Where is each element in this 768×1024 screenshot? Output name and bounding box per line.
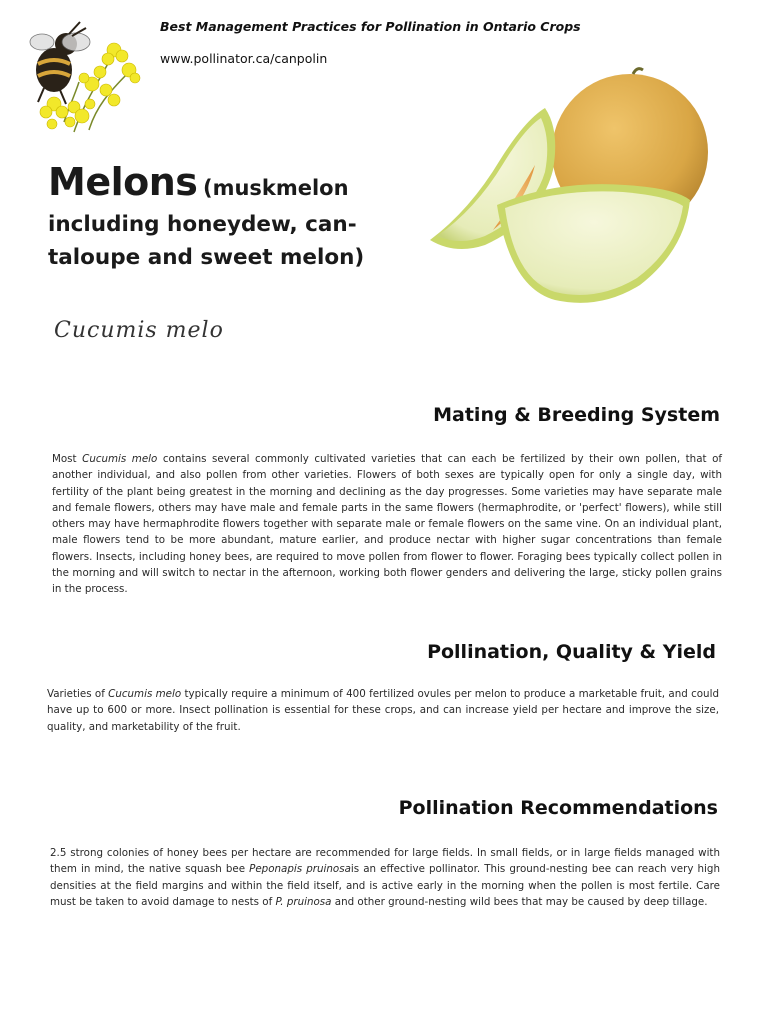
melon-photo <box>385 60 720 330</box>
scientific-name: Cucumis melo <box>54 318 224 343</box>
heading-mating-breeding: Mating & Breeding System <box>433 404 720 426</box>
title-sub-line3: taloupe and sweet melon) <box>48 245 365 270</box>
paragraph-pollination: Varieties of Cucumis melo typically require a minimum of 400 fertilized ovules per melon to produce a marketable fruit, and could have up to 600 or more. Insect pollination is essential for these crops, and can increase yield per hectare and improve the size, quality, and marketability of the fruit. <box>47 688 719 733</box>
heading-pollination-recommendations: Pollination Recommendations <box>398 797 718 819</box>
title-sub-line1: (muskmelon <box>202 176 349 200</box>
header-title: Best Management Practices for Pollination in Ontario Crops <box>160 19 581 34</box>
paragraph-recommendations: 2.5 strong colonies of honey bees per hectare are recommended for large fields. In small fields, or in large fields managed with them in mind, the native squash bee Peponapis pruinosais an effective pollinator. This ground-nesting bee can reach very high densities at the field margins and within the field itself, and is active early in the morning when the pollen is most fertile. Care must be taken to avoid damage to nests of P. pruinosa and other ground-nesting wild bees that may be caused by deep tillage. <box>50 847 720 908</box>
title-main: Melons <box>48 160 198 204</box>
header-url[interactable]: www.pollinator.ca/canpolin <box>160 51 328 66</box>
bee-logo-icon <box>14 12 154 142</box>
heading-pollination-quality-yield: Pollination, Quality & Yield <box>427 641 716 663</box>
page-title <box>48 160 388 270</box>
paragraph-mating: Most Cucumis melo contains several commonly cultivated varieties that can each be fertilized by their own pollen, that of another individual, and also pollen from other varieties. Flowers of both sexes are typically open for only a single day, with fertility of the plant being greatest in the morning and declining as the day progresses. Some varieties may have separate male and female flowers, others may have male and female parts in the same flowers (hermaphrodite, or 'perfect' flowers), while still others may have hermaphrodite flowers together with separate male or female flowers on the same vine. On an individual plant, male flowers tend to be more abundant, mature earlier, and produce nectar with higher sugar concentrations than female flowers. Insects, including honey bees, are required to move pollen from flower to flower. Foraging bees typically collect pollen in the morning and will switch to nectar in the afternoon, working both flower genders and delivering the large, sticky pollen grains in the process. <box>52 453 723 596</box>
title-sub-line2: including honeydew, can- <box>48 212 357 237</box>
bee-icon <box>30 22 90 104</box>
melon-stem-icon <box>633 69 643 74</box>
